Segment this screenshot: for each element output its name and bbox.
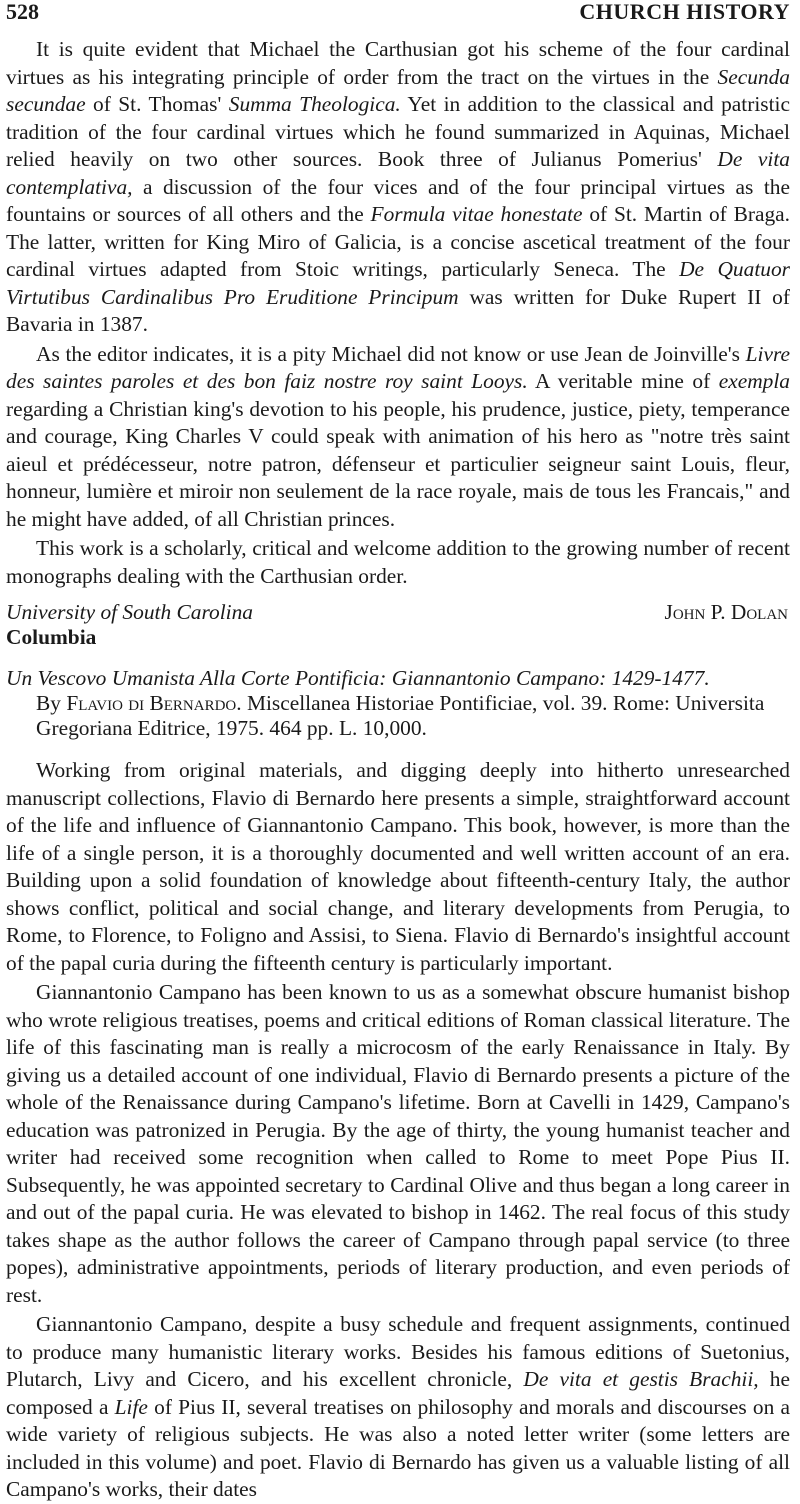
- by-label: By: [36, 691, 61, 715]
- reviewer-city: Columbia: [6, 625, 97, 649]
- italic-text: Livre des saintes paroles et des bon faiz nostre roy saint Looys.: [6, 341, 790, 393]
- book-citation: [6, 666, 790, 741]
- paragraph: [6, 1311, 790, 1504]
- text-run: he composed a: [6, 1367, 790, 1419]
- italic-text: De vita contemplativa,: [6, 147, 790, 199]
- italic-text: Summa Theologica.: [228, 92, 401, 116]
- text-run: was written for Duke Rupert II of Bavaria in 1387.: [6, 284, 790, 336]
- text-run: of St. Thomas': [85, 92, 229, 116]
- italic-text: exempla: [718, 369, 790, 393]
- reviewer-signature: [6, 600, 790, 625]
- italic-text: De Quatuor Virtutibus Cardinalibus Pro Eruditione Principum: [6, 257, 790, 309]
- paragraph: [6, 36, 790, 339]
- text-run: a discussion of the four vices and of the four principal virtues as the fountains or sources of all others and the: [6, 174, 790, 226]
- paragraph: [6, 341, 790, 534]
- page-number: 528: [6, 0, 39, 24]
- text-run: This work is a scholarly, critical and welcome addition to the growing number of recent monographs dealing with the Carthusian order.: [6, 536, 790, 588]
- reviewer-name: John P. Dolan: [664, 600, 788, 624]
- italic-text: De vita et gestis Brachii,: [523, 1367, 759, 1391]
- previous-review-text: [6, 36, 790, 590]
- text-run: Giannantonio Campano has been known to us as a somewhat obscure humanist bishop who wrote religious treatises, poems and critical editions of Roman classical literature. The life of this fascinating man is really a microcosm of the early Renaissance in Italy. By giving us a detailed account of one individual, Flavio di Bernardo presents a picture of the whole of the Renaissance during Campano's lifetime. Born at Cavelli in 1429, Campano's education was patronized in Perugia. By the age of thirty, the young humanist teacher and writer had received some recognition when called to Rome to meet Pope Pius II. Subsequently, he was appointed secretary to Cardinal Olive and thus began a long career in and out of the papal curia. He was elevated to bishop in 1462. The real focus of this study takes shape as the author follows the career of Campano through papal service (to three popes), administrative appointments, periods of literary production, and even periods of rest.: [6, 980, 790, 1307]
- text-run: A veritable mine of: [527, 369, 719, 393]
- book-author: Flavio di Bernardo.: [66, 691, 242, 715]
- text-run: of Pius II, several treatises on philosophy and morals and discourses on a wide variety of religious subjects. He was also a noted letter writer (some letters are included in this volume) and poet. Flavio di Bernardo has given us a valuable listing of all Campano's works, their dates: [6, 1394, 790, 1501]
- page-body: [6, 36, 790, 1504]
- italic-text: Life: [114, 1394, 148, 1419]
- text-run: of St. Martin of Braga. The latter, written for King Miro of Galicia, is a concise ascetical treatment of the four cardinal virtues adapted from Stoic writings, particularly Seneca. The: [6, 202, 791, 281]
- italic-text: Secunda secundae: [6, 64, 790, 116]
- text-run: Giannantonio Campano, despite a busy schedule and frequent assignments, continued to produce many humanistic literary works. Besides his famous editions of Suetonius, Plutarch, Livy and Cicero, and his excellent chronicle,: [6, 1312, 790, 1391]
- paragraph: [6, 757, 790, 977]
- book-title: Un Vescovo Umanista Alla Corte Pontificia: Giannantonio Campano: 1429-1477.: [6, 666, 710, 690]
- text-run: Working from original materials, and digging deeply into hitherto unresearched manuscript collections, Flavio di Bernardo here presents a simple, straightforward account of the life and influence of Giannantonio Campano. This book, however, is more than the life of a single person, it is a thoroughly documented and well written account of an era. Building upon a solid foundation of knowledge about fifteenth-century Italy, the author shows conflict, political and social change, and literary developments from Perugia, to Rome, to Florence, to Foligno and Assisi, to Siena. Flavio di Bernardo's insightful account of the papal curia during the fifteenth century is particularly important.: [6, 758, 790, 975]
- text-run: Yet in addition to the classical and patristic tradition of the four cardinal virtues which he found summarized in Aquinas, Michael relied heavily on two other sources. Book three of Julianus Pomerius': [6, 92, 790, 171]
- reviewer-affiliation: University of South Carolina: [6, 600, 253, 624]
- text-run: regarding a Christian king's devotion to his people, his prudence, justice, piety, temperance and courage, King Charles V could speak with animation of his hero as "notre très saint aieul et prédécesseur, notre patron, défenseur et particulier seigneur saint Louis, fleur, honneur, lumière et miroir non seulement de la race royale, mais de tous les Francais," and he might have added, of all Christian princes.: [6, 396, 790, 531]
- italic-text: Formula vitae honestate: [370, 202, 583, 226]
- review-text: [6, 757, 790, 1504]
- running-header: [6, 0, 790, 26]
- paragraph: [6, 535, 790, 590]
- text-run: As the editor indicates, it is a pity Michael did not know or use Jean de Joinville's: [36, 341, 746, 366]
- book-publication-info: [6, 691, 790, 741]
- book-publication: Miscellanea Historiae Pontificiae, vol. 39. Rome: Universita Gregoriana Editrice, 1975. 464 pp. L. 10,000.: [36, 691, 765, 740]
- text-run: It is quite evident that Michael the Carthusian got his scheme of the four cardinal virtues as his integrating principle of order from the tract on the virtues in the: [6, 37, 790, 89]
- paragraph: [6, 979, 790, 1309]
- running-title: CHURCH HISTORY: [579, 0, 790, 24]
